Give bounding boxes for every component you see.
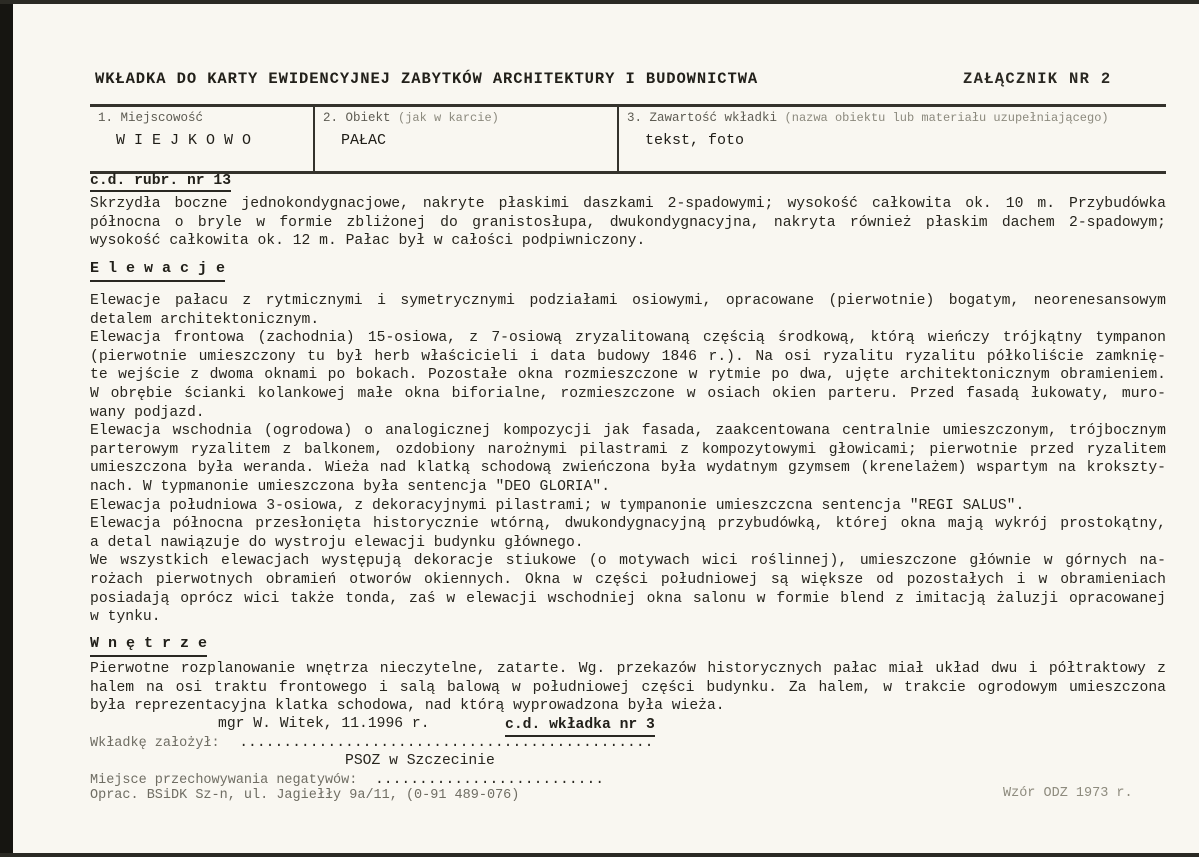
- scan-left-edge-bar: [0, 0, 13, 857]
- negatives-line: [90, 770, 604, 788]
- form-template-note: Wzór ODZ 1973 r.: [1003, 786, 1133, 801]
- text-line: w tynku.: [90, 609, 161, 626]
- text-line: Elewacje pałacu z rytmicznymi i symetrycznymi podziałami osiowymi, opracowane (pierwotnie) bogatym, neorenesansowym: [90, 293, 1166, 309]
- text-line: Elewacja południowa 3-osiowa, z dekoracyjnymi pilastrami; w tympanonie umieszczcna sentencja "REGI SALUS".: [90, 497, 1025, 514]
- founder-line: [90, 733, 654, 751]
- cd-rubr-label: c.d. rubr. nr 13: [90, 173, 231, 192]
- cell-object: [313, 107, 617, 171]
- text-line: Skrzydła boczne jednokondygnacjowe, nakryte płaskimi daszkami 2-spadowymi; wysokość całkowita ok. 10 m. Przybudówka: [90, 196, 1166, 212]
- negatives-label: Miejsce przechowywania negatywów:: [90, 773, 358, 788]
- founder-dotted-line: ...............................................: [239, 735, 654, 751]
- document-title: WKŁADKA DO KARTY EWIDENCYJNEJ ZABYTKÓW ARCHITEKTURY I BUDOWNICTWA: [95, 70, 759, 88]
- attachment-number: ZAŁĄCZNIK NR 2: [963, 70, 1112, 88]
- object-label: [323, 111, 609, 125]
- form-header-table: [90, 104, 1166, 174]
- text-line: rożach pierwotnych obramień otworów okiennych. Okna w części południowej są większe od pozostałych i w obramieniach: [90, 571, 1166, 588]
- text-line: Pierwotne rozplanowanie wnętrza nieczytelne, zatarte. Wg. przekazów historycznych pałac miał układ dwu i półtraktowy z: [90, 661, 1166, 677]
- cd-rubr-wrap: [90, 171, 231, 192]
- locality-label: 1. Miejscowość: [98, 111, 204, 125]
- scan-bottom-edge-line: [0, 853, 1199, 857]
- scan-top-edge-line: [0, 0, 1199, 4]
- text-line: nach. W typmanonie umieszczona była sentencja "DEO GLORIA".: [90, 478, 611, 495]
- text-line: umieszczona była weranda. Wieża nad klatką schodową zwieńczona była wydatnym gzymsem (krenelażem) wspartym na krokszty-: [90, 460, 1166, 477]
- text-line: Elewacja wschodnia (ogrodowa) o analogicznej kompozycji jak fasada, zaakcentowana centralnie umieszczonym, trójbocznym: [90, 423, 1166, 440]
- negatives-dotted-line: ..........................: [374, 772, 605, 788]
- object-label-main: 2. Obiekt: [323, 111, 391, 125]
- object-label-sub: (jak w karcie): [398, 111, 499, 125]
- contents-label: [627, 111, 1158, 125]
- object-value: PAŁAC: [341, 132, 387, 149]
- elewacje-paragraphs: [90, 292, 1166, 627]
- cell-contents: [617, 107, 1166, 171]
- contents-value: tekst, foto: [645, 132, 745, 149]
- text-line: halem na osi traktu frontowego i salą balową w południowej części budynku. Za halem, w trakcie ogrodowym umieszczona: [90, 679, 1166, 696]
- text-line: wysokość całkowita ok. 12 m. Pałac był w całości podpiwniczony.: [90, 233, 646, 250]
- text-line: wany podjazd.: [90, 404, 205, 421]
- founder-label: Wkładkę założył:: [90, 736, 220, 751]
- elewacje-heading-wrap: [90, 259, 225, 282]
- text-line: parterowym ryzalitem z balkonem, ozdobiony narożnymi pilastrami z kompozytowymi głowicami; pierwotnie przed ryzalitem: [90, 441, 1166, 458]
- text-line: W obrębie ścianki kolankowej małe okna biforialne, rozmieszczone w osiach okien parteru. Przed fasadą łukowaty, muro-: [90, 385, 1166, 402]
- text-line: Elewacja frontowa (zachodnia) 15-osiowa, z 7-osiową zryzalitowaną częścią środkową, którą wieńczy trójkątny tympanon: [90, 330, 1166, 347]
- text-line: Elewacja północna przesłonięta historycznie wtórną, dwukondygnacyjną przybudówką, której okna mają wykrój prostokątny,: [90, 516, 1166, 533]
- prepared-by: Oprac. BSiDK Sz-n, ul. Jagiełły 9a/11, (0-91 489-076): [90, 788, 520, 803]
- text-line: posiadają oprócz wici także tonda, zaś w elewacji wschodniej okna salonu w formie blend z imitacją żaluzji opracowanej: [90, 590, 1166, 607]
- intro-paragraph: [90, 195, 1166, 251]
- text-line: a detal nawiązuje do wystroju elewacji budynku głównego.: [90, 534, 584, 551]
- text-line: te wejście z dwoma oknami po bokach. Pozostałe okna rozmieszczone w rytmie po dwa, ujęte architektonicznym obramieniem.: [90, 367, 1166, 384]
- text-line: północna o bryle w formie zbliżonej do granistosłupa, dwukondygnacyjna, nakryta również płaskim dachem 2-spadowym;: [90, 214, 1166, 231]
- text-line: detalem architektonicznym.: [90, 311, 320, 328]
- founder-signature-value: mgr W. Witek, 11.1996 r.: [218, 716, 430, 732]
- contents-label-sub: (nazwa obiektu lub materiału uzupełniającego): [784, 111, 1109, 125]
- locality-value: W I E J K O W O: [116, 132, 252, 149]
- elewacje-heading: E l e w a c j e: [90, 260, 225, 282]
- cell-locality: [90, 107, 313, 171]
- text-line: We wszystkich elewacjach występują dekoracje stiukowe (o motywach wici roślinnej), umieszczone głównie w górnych na-: [90, 553, 1166, 570]
- wnetrze-heading: W n ę t r z e: [90, 635, 207, 657]
- continuation-label: c.d. wkładka nr 3: [505, 717, 655, 737]
- wnetrze-heading-wrap: [90, 634, 207, 657]
- text-line: (pierwotnie umieszczony tu był herb właścicieli i data budowy 1846 r.). Na osi ryzalitu ryzalitu półkoliście zamknię-: [90, 348, 1166, 365]
- wnetrze-paragraph: [90, 660, 1166, 716]
- negatives-value: PSOZ w Szczecinie: [345, 753, 495, 769]
- text-line: była reprezentacyjna klatka schodowa, nad którą wyprowadzona była wieża.: [90, 698, 725, 715]
- contents-label-main: 3. Zawartość wkładki: [627, 111, 778, 125]
